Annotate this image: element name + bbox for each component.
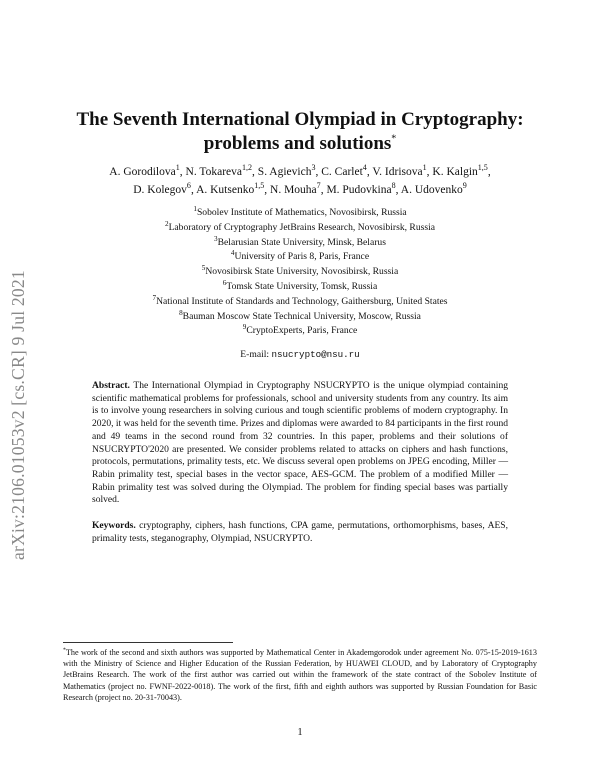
affiliation: $^6$Tomsk State University, Tomsk, Russia: [222, 278, 378, 292]
author: V. Idrisova$^1$: [372, 163, 427, 178]
author: A. Udovenko$^9$: [400, 181, 467, 196]
keywords-label: Keywords.: [92, 520, 136, 531]
affiliation: $^2$Laboratory of Cryptography JetBrains Research, Novosibirsk, Russia: [164, 219, 436, 233]
email-address[interactable]: nsucrypto@nsu.ru: [271, 349, 360, 360]
affiliation: $^7$National Institute of Standards and Technology, Gaithersburg, United States: [152, 293, 448, 307]
author: D. Kolegov$^6$: [133, 181, 191, 196]
affiliation: $^1$Sobolev Institute of Mathematics, Novosibirsk, Russia: [193, 204, 407, 218]
affiliation: $^5$Novosibirsk State University, Novosibirsk, Russia: [201, 264, 399, 278]
keywords-text: cryptography, ciphers, hash functions, CPA game, permutations, orthomorphisms, bases, AES, primality tests, steganography, Olympiad, NSUCRYPTO.: [92, 520, 508, 544]
contact-email: [100, 349, 500, 360]
affiliation: $^9$CryptoExperts, Paris, France: [242, 323, 358, 337]
email-label: E-mail:: [240, 349, 270, 360]
author: M. Pudovkina$^8$: [326, 181, 396, 196]
footnote-divider: [63, 642, 233, 643]
author: A. Gorodilova$^1$: [109, 163, 180, 178]
affiliation-list: [100, 206, 500, 339]
author: A. Kutsenko$^{1,5}$: [196, 181, 265, 196]
title-footnote-mark[interactable]: *: [391, 133, 397, 145]
author: C. Carlet$^4$: [321, 163, 367, 178]
title-line-2: problems and solutions*: [203, 133, 397, 154]
abstract-label: Abstract.: [92, 380, 130, 391]
author: N. Tokareva$^{1,2}$: [185, 163, 253, 178]
author: N. Mouha$^7$: [270, 181, 321, 196]
arxiv-identifier[interactable]: arXiv:2106.01053v2 [cs.CR] 9 Jul 2021: [8, 270, 28, 560]
affiliation: $^8$Bauman Moscow State Technical University, Moscow, Russia: [179, 308, 421, 322]
affiliation: $^3$Belarusian State University, Minsk, Belarus: [214, 234, 386, 248]
author-list: [70, 163, 530, 199]
affiliation: $^4$University of Paris 8, Paris, France: [230, 249, 370, 263]
author: K. Kalgin$^{1,5}$: [432, 163, 488, 178]
page-number: 1: [297, 727, 303, 738]
paper-title: [60, 108, 540, 156]
footnote: [63, 647, 537, 703]
author-line-1: A. Gorodilova$^1$, N. Tokareva$^{1,2}$, S. Agievich$^3$, C. Carlet$^4$, V. Idrisova$^1$, K. Kalgin$^{1,5}$,: [109, 163, 491, 178]
footnote-text: The work of the second and sixth authors was supported by Mathematical Center in Akademgorodok under agreement No. 075-15-2019-1613 with the Ministry of Science and Higher Education of the Russian Federation, by HUAWEI CLOUD, and by Laboratory of Cryptography JetBrains Research. The work of the first author was carried out within the framework of the state contract of the Sobolev Institute of Mathematics (project no. FWNF-2022-0018). The work of the first, fifth and eighth authors was supported by Russian Foundation for Basic Research (project no. 20-31-70043).: [63, 648, 537, 702]
footnote-mark: *: [63, 647, 66, 654]
author-line-2: D. Kolegov$^6$, A. Kutsenko$^{1,5}$, N. Mouha$^7$, M. Pudovkina$^8$, A. Udovenko$^9$: [133, 181, 467, 196]
title-line-1: The Seventh International Olympiad in Cryptography:: [76, 109, 524, 130]
abstract-text: The International Olympiad in Cryptography NSUCRYPTO is the unique olympiad containing scientific mathematical problems for professionals, school and university students from any country. Its aim is to involve young researchers in solving curious and tough scientific problems of modern cryptography. In 2020, it was held for the seventh time. Prizes and diplomas were awarded to 84 participants in the first round and 49 teams in the second round from 32 countries. In this paper, problems and their solutions of NSUCRYPTO'2020 are presented. We consider problems related to attacks on ciphers and hash functions, protocols, permutations, primality tests, etc. We discuss several open problems on JPEG encoding, Miller — Rabin primality test, special bases in the vector space, AES-GCM. The problem of a modified Miller — Rabin primality test was solved during the Olympiad. The problem for finding special bases was partially solved.: [92, 380, 509, 506]
author: S. Agievich$^3$: [257, 163, 316, 178]
keywords: [92, 519, 508, 545]
abstract: [92, 380, 508, 507]
